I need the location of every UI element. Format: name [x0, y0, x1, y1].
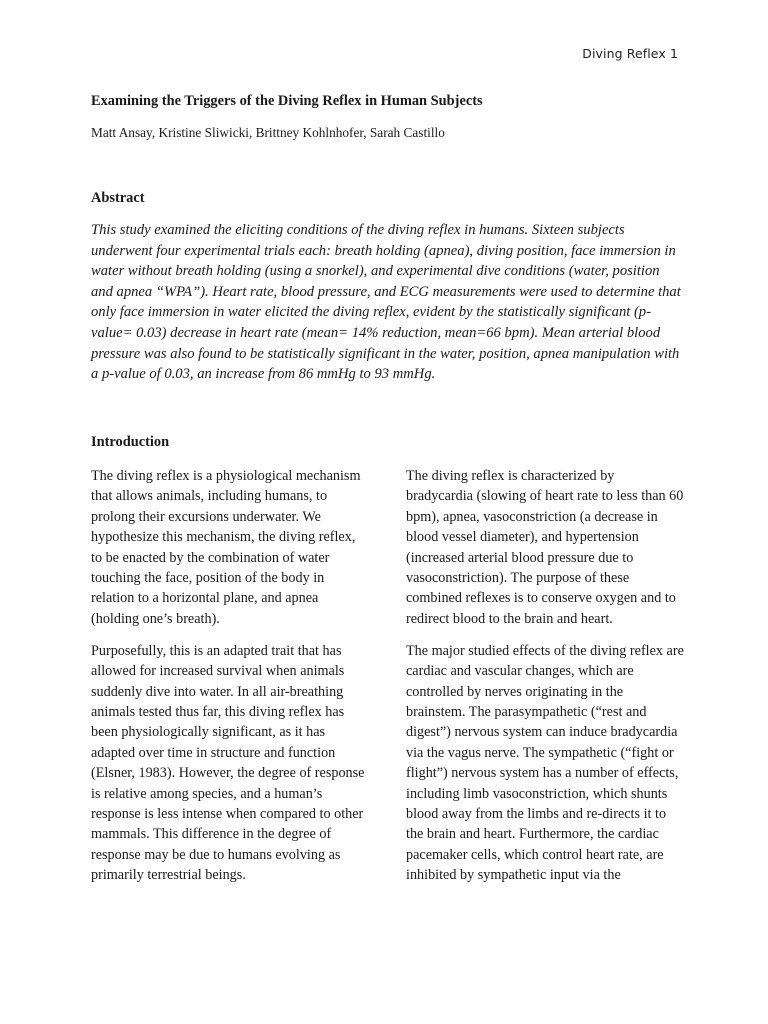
paragraph: The diving reflex is characterized by bradycardia (slowing of heart rate to less than 60 bpm), apnea, vasoconstriction (a decrease in blood vessel diameter), and hypertension (increased arterial blood pressure due to vasoconstriction). The purpose of these combined reflexes is to conserve oxygen and to redirect blood to the brain and heart. — [406, 468, 684, 627]
paragraph: The diving reflex is a physiological mechanism that allows animals, including humans, to prolong their excursions underwater. We hypothesize this mechanism, the diving reflex, to be enacted by the combination of water touching the face, position of the body in relation to a horizontal plane, and apnea (holding one’s breath). — [91, 468, 361, 627]
introduction-heading: Introduction — [91, 434, 170, 450]
paragraph: Purposefully, this is an adapted trait that has allowed for increased survival when animals suddenly dive into water. In all air-breathing animals tested thus far, this diving reflex has been physiologically significant, as it has adapted over time in structure and function (Elsner, 1983). However, the degree of response is relative among species, and a human’s response is less intense when compared to other mammals. This difference in the degree of response may be due to humans evolving as primarily terrestrial beings. — [91, 642, 365, 884]
paragraph: The major studied effects of the diving reflex are cardiac and vascular changes, which are controlled by nerves originating in the brainstem. The parasympathetic (“rest and digest”) nervous system can induce bradycardia via the vagus nerve. The sympathetic (“fight or flight”) nervous system has a number of effects, including limb vasoconstriction, which shunts blood away from the limbs and re-directs it to the brain and heart. Furthermore, the cardiac pacemaker cells, which control heart rate, are inhibited by sympathetic input via the — [406, 642, 684, 884]
abstract-text: This study examined the eliciting conditions of the diving reflex in humans. Sixteen subjects underwent four experimental trials each: breath holding (apnea), diving position, face immersion in water without breath holding (using a snorkel), and experimental dive conditions (water, position and apnea “WPA”). Heart rate, blood pressure, and ECG measurements were used to determine that only face immersion in water elicited the diving reflex, evident by the statistically significant (p-value= 0.03) decrease in heart rate (mean= 14% reduction, mean=66 bpm). Mean arterial blood pressure was also found to be statistically significant in the water, position, apnea manipulation with a p-value of 0.03, an increase from 86 mmHg to 93 mmHg. — [91, 222, 681, 383]
left-column — [91, 466, 367, 897]
paper-title: Examining the Triggers of the Diving Reflex in Human Subjects — [91, 93, 483, 109]
author-list: Matt Ansay, Kristine Sliwicki, Brittney Kohlnhofer, Sarah Castillo — [91, 125, 445, 140]
abstract-heading: Abstract — [91, 190, 145, 206]
right-column — [406, 466, 684, 897]
running-head: Diving Reflex 1 — [582, 46, 678, 61]
